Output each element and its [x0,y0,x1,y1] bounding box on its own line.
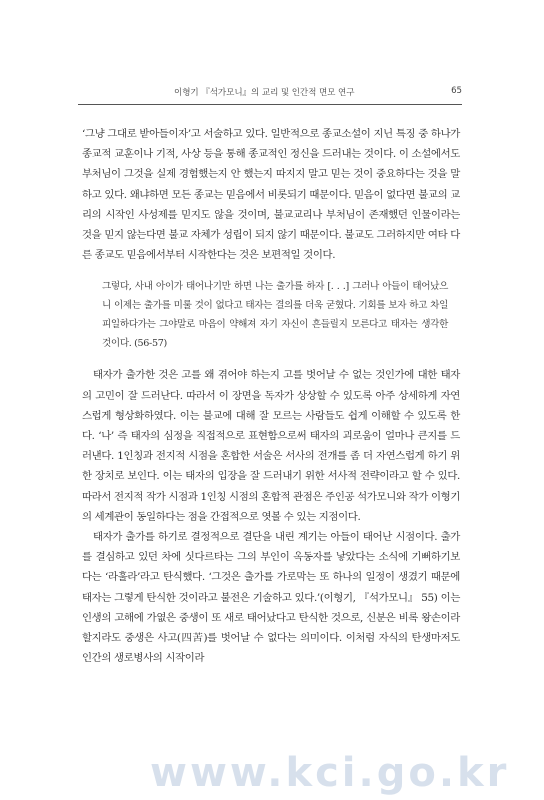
header-rule [78,104,462,105]
running-header [78,86,462,102]
paragraph-2: 태자가 출가한 것은 고를 왜 겪어야 하는지 고를 벗어날 수 없는 것인가에 대한 태자의 고민이 잘 드러난다. 따라서 이 장면을 독자가 상상할 수 있도록 아주 상세하게 자연스럽게 형상화하였다. 이는 불교에 대해 잘 모르는 사람들도 쉽게 이해할 수 있도록 한다. ‘나’ 즉 태자의 심정을 직접적으로 표현함으로써 태자의 괴로움이 얼마나 큰지를 드러낸다. 1인칭과 전지적 시점을 혼합한 서술은 서사의 전개를 좀 더 자연스럽게 하기 위한 장치로 보인다. 이는 태자의 입장을 잘 드러내기 위한 서사적 전략이라고 할 수 있다. 따라서 전지적 작가 시점과 1인칭 시점의 혼합적 관점은 주인공 석가모니와 작가 이형기의 세계관이 동일하다는 점을 간접적으로 엿볼 수 있는 지점이다. [82,369,460,523]
paragraph-1: ‘그냥 그대로 받아들이자’고 서술하고 있다. 일반적으로 종교소설이 지닌 특징 중 하나가 종교적 교훈이나 기적, 사상 등을 통해 종교적인 정신을 드러내는 것이다. 이 소설에서도 부처님이 그것을 실제 경험했는지 안 했는지 따지지 말고 믿는 것이 중요하다는 것을 말하고 있다. 왜냐하면 모든 종교는 믿음에서 비롯되기 때문이다. 믿음이 없다면 불교의 교리의 시작인 사성제를 믿지도 않을 것이며, 불교교리나 부처님이 존재했던 인물이라는 것을 믿지 않는다면 불교 자체가 성립이 되지 않기 때문이다. 불교도 그러하지만 여타 다른 종교도 믿음에서부터 시작한다는 것은 보편적일 것이다. [82,128,460,262]
running-title: 이형기 『석가모니』의 교리 및 인간적 면모 연구 [174,88,355,98]
paragraph-3: 태자가 출가를 하기로 결정적으로 결단을 내린 계기는 아들이 태어난 시점이다. 출가를 결심하고 있던 차에 싯다르타는 그의 부인이 옥동자를 낳았다는 소식에 기뻐하기보다는 ‘라훌라’라고 탄식했다. ‘그것은 출가를 가로막는 또 하나의 일정이 생겼기 때문에 태자는 그렇게 탄식한 것이라고 불전은 기술하고 있다.’(이형기, 『석가모니』 55) 이는 인생의 고해에 가엾은 중생이 또 새로 태어났다고 탄식한 것으로, 신분은 비록 왕손이라 할지라도 중생은 사고(四苦)를 벗어날 수 없다는 의미이다. 이처럼 자식의 탄생마저도 인간의 생로병사의 시작이라 [82,531,460,665]
page-number: 65 [451,86,462,96]
watermark: www.kci.go.kr [150,750,510,796]
body-text [82,124,460,668]
block-quote: 그렇다, 사내 아이가 태어나기만 하면 나는 출가를 하자 [. . .] 그러나 아들이 태어났으니 이제는 출가를 미룰 것이 없다고 태자는 결의를 더욱 굳혔다. 기회를 보자 하고 차일피일하다가는 그야말로 마음이 약해져 자기 자신이 흔들릴지 모른다고 태자는 생각한 것이다. (56-57) [102,281,448,350]
